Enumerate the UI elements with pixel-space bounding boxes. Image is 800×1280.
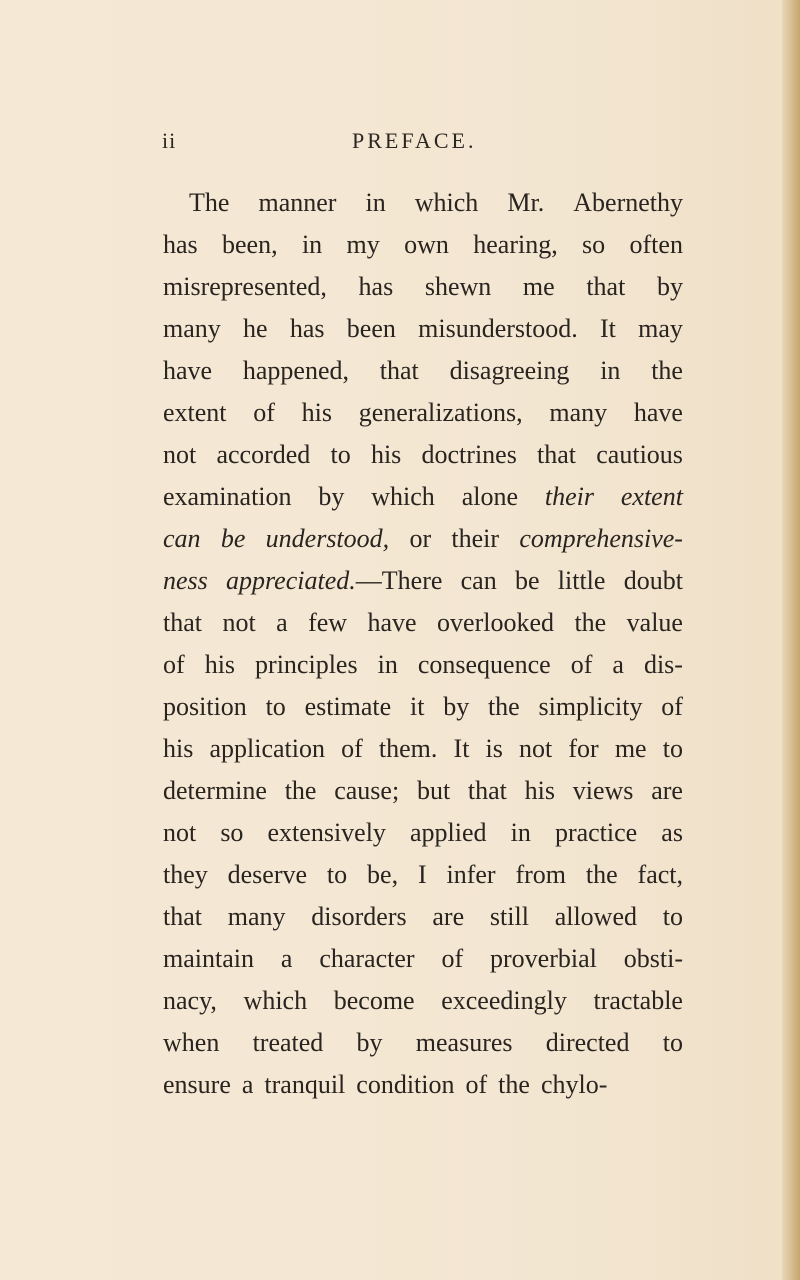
word: has [163, 230, 198, 259]
text-line [163, 350, 683, 392]
word: for [568, 734, 599, 763]
word: It [453, 734, 470, 763]
word: are [432, 902, 465, 931]
word: many [227, 902, 286, 931]
text-line [163, 182, 683, 224]
word: application [209, 734, 325, 763]
word: simplicity [538, 692, 643, 721]
word: directed [545, 1028, 630, 1057]
word: to [662, 1028, 683, 1057]
word: views [572, 776, 634, 805]
text-line [163, 686, 683, 728]
word: fact, [637, 860, 683, 889]
word: of [661, 692, 683, 721]
word: that [537, 440, 577, 469]
word: to [326, 860, 348, 889]
word: from [515, 860, 567, 889]
word: so [220, 818, 244, 847]
word: value [626, 608, 683, 637]
word: treated [252, 1028, 324, 1057]
word: estimate [304, 692, 392, 721]
page-number: ii [162, 128, 177, 153]
word: hearing, [473, 230, 558, 259]
word: the [487, 692, 520, 721]
text-line [163, 392, 683, 434]
word: not [163, 818, 197, 847]
word: own [404, 230, 449, 259]
word: or [409, 524, 432, 553]
word: has [289, 314, 325, 343]
word: them. [378, 734, 438, 763]
word: allowed [554, 902, 637, 931]
word: Mr. [507, 188, 545, 217]
word: exceedingly [441, 986, 567, 1015]
word: examination [163, 482, 292, 511]
word: of [570, 650, 593, 679]
word: condition [356, 1070, 455, 1099]
word: extensively [267, 818, 386, 847]
word: Abernethy [573, 188, 683, 217]
word: measures [415, 1028, 513, 1057]
word: may [638, 314, 683, 343]
word: been, [222, 230, 278, 259]
word: that [163, 902, 202, 931]
word: that [586, 272, 626, 301]
word: to [265, 692, 286, 721]
word: have [367, 608, 417, 637]
word: manner [258, 188, 337, 217]
word: happened, [242, 356, 349, 385]
page-edge [782, 0, 800, 1280]
word: determine [163, 776, 267, 805]
word: the [651, 356, 683, 385]
word: still [489, 902, 529, 931]
page-header [0, 128, 800, 168]
word: by [318, 482, 345, 511]
word: me [614, 734, 647, 763]
word: extent [620, 482, 683, 511]
word: principles [255, 650, 358, 679]
text-line [163, 434, 683, 476]
word: in [301, 230, 323, 259]
word: little [557, 566, 606, 595]
word: a [612, 650, 624, 679]
word: consequence [417, 650, 551, 679]
word: maintain [163, 944, 254, 973]
text-line [163, 1064, 683, 1106]
word: extent [163, 398, 227, 427]
text-line [163, 224, 683, 266]
word: misrepresented, [163, 272, 327, 301]
word: cause; [334, 776, 400, 805]
word: to [662, 734, 683, 763]
word: infer [446, 860, 496, 889]
word: that [163, 608, 202, 637]
word: have [633, 398, 683, 427]
word: which [371, 482, 435, 511]
word: of [341, 734, 363, 763]
word: of [163, 650, 185, 679]
word: misunderstood. [418, 314, 578, 343]
word: but [416, 776, 451, 805]
word: his [301, 398, 333, 427]
word: of [253, 398, 275, 427]
word: the [574, 608, 607, 637]
word: deserve [227, 860, 308, 889]
word: by [356, 1028, 383, 1057]
word: tranquil [264, 1070, 346, 1099]
word: have [163, 356, 213, 385]
word: to [330, 440, 351, 469]
word: in [600, 356, 621, 385]
word: his [163, 734, 194, 763]
word: generalizations, [358, 398, 523, 427]
word: in [510, 818, 531, 847]
word: by [443, 692, 470, 721]
word: in [377, 650, 398, 679]
word: chylo- [540, 1070, 608, 1099]
word: are [651, 776, 683, 805]
word: alone [461, 482, 518, 511]
running-head: PREFACE. [352, 128, 477, 153]
word: not [163, 440, 197, 469]
word: his [370, 440, 402, 469]
word: character [319, 944, 415, 973]
word: ness [163, 566, 208, 595]
word: they [163, 860, 208, 889]
text-line [163, 812, 683, 854]
word: a [280, 944, 293, 973]
word: be, [367, 860, 399, 889]
word: overlooked [437, 608, 555, 637]
text-line [163, 644, 683, 686]
word: can [163, 524, 201, 553]
text-line [163, 938, 683, 980]
word: shewn [424, 272, 492, 301]
word: to [662, 902, 683, 931]
text-line [163, 518, 683, 560]
word: nacy, [163, 986, 217, 1015]
body-text [163, 182, 683, 1106]
word: few [308, 608, 348, 637]
word: practice [554, 818, 638, 847]
word: disagreeing [449, 356, 570, 385]
word: which [243, 986, 308, 1015]
text-line [163, 266, 683, 308]
word: it [409, 692, 425, 721]
word: appreciated.—There [226, 566, 443, 595]
word: not [519, 734, 553, 763]
word: of [465, 1070, 488, 1099]
word: I [417, 860, 427, 889]
text-line [163, 728, 683, 770]
word: a [276, 608, 288, 637]
word: when [163, 1028, 220, 1057]
word: cautious [596, 440, 683, 469]
word: comprehensive- [519, 524, 683, 553]
text-line [163, 602, 683, 644]
word: ensure [163, 1070, 231, 1099]
word: be [514, 566, 540, 595]
word: their [451, 524, 500, 553]
word: doubt [623, 566, 683, 595]
word: many [163, 314, 221, 343]
word: been [346, 314, 396, 343]
word: become [333, 986, 415, 1015]
word: his [204, 650, 236, 679]
word: It [600, 314, 616, 343]
text-line [163, 770, 683, 812]
word: applied [410, 818, 487, 847]
word: my [346, 230, 380, 259]
text-line [163, 560, 683, 602]
text-line [163, 1022, 683, 1064]
word: obsti- [623, 944, 683, 973]
text-line [163, 308, 683, 350]
word: of [441, 944, 464, 973]
word: be [220, 524, 246, 553]
word: tractable [593, 986, 683, 1015]
word: position [163, 692, 247, 721]
word: accorded [216, 440, 311, 469]
word: has [358, 272, 394, 301]
word: often [629, 230, 683, 259]
word: me [522, 272, 555, 301]
word: many [549, 398, 608, 427]
word: proverbial [490, 944, 597, 973]
word: that [467, 776, 507, 805]
word: The [189, 188, 230, 217]
word: so [582, 230, 606, 259]
word: a [241, 1070, 254, 1099]
word: the [585, 860, 618, 889]
word: their [544, 482, 594, 511]
word: doctrines [421, 440, 517, 469]
word: as [661, 818, 683, 847]
word: the [284, 776, 317, 805]
word: in [365, 188, 386, 217]
word: the [498, 1070, 530, 1099]
word: not [222, 608, 256, 637]
text-line [163, 854, 683, 896]
word: is [485, 734, 503, 763]
word: his [524, 776, 556, 805]
word: understood, [265, 524, 390, 553]
word: can [460, 566, 497, 595]
word: dis- [643, 650, 683, 679]
text-line [163, 896, 683, 938]
word: by [656, 272, 683, 301]
word: disorders [311, 902, 407, 931]
word: he [243, 314, 268, 343]
text-line [163, 980, 683, 1022]
word: which [414, 188, 479, 217]
word: that [379, 356, 419, 385]
text-line [163, 476, 683, 518]
